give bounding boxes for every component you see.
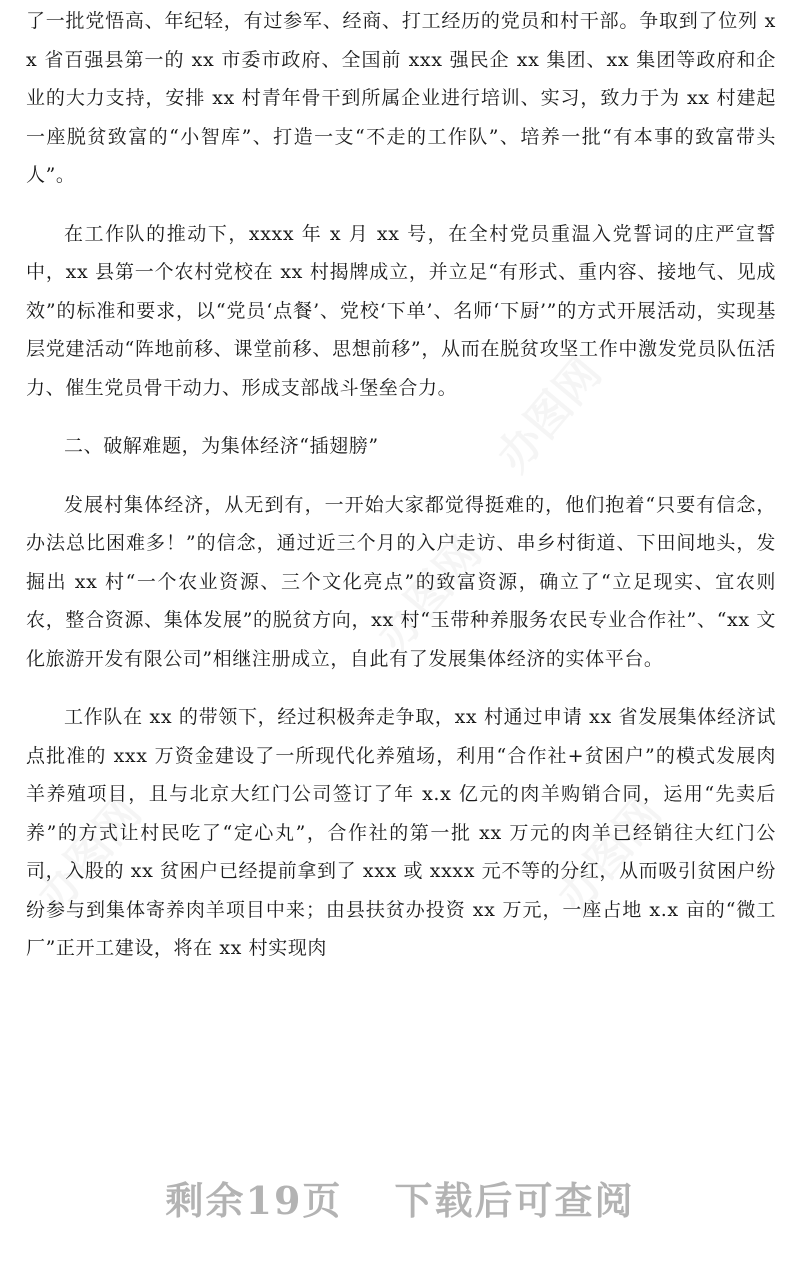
paragraph-4: 工作队在 xx 的带领下，经过积极奔走争取，xx 村通过申请 xx 省发展集体经济试点批准的 xxx 万资金建设了一所现代化养殖场，利用“合作社+贫困户”的模式发展肉羊养殖项目，且与北京大红门公司签订了年 x.x 亿元的肉羊购销合同，运用“先卖后养”的方式让村民吃了“定心丸”，合作社的第一批 xx 万元的肉羊已经销往大红门公司，入股的 xx 贫困户已经提前拿到了 xxx 或 xxxx 元不等的分红，从而吸引贫困户纷纷参与到集体寄养肉羊项目中来；由县扶贫办投资 xx 万元，一座占地 x.x 亩的“微工厂”正开工建设，将在 xx 村实现肉 — [26, 706, 776, 959]
watermark: 办图网 — [547, 787, 672, 922]
watermark: 办图网 — [487, 347, 612, 482]
download-prompt-banner[interactable] — [0, 1170, 800, 1225]
watermark: 办图网 — [367, 527, 492, 662]
paragraph-3: 发展村集体经济，从无到有，一开始大家都觉得挺难的，他们抱着“只要有信念，办法总比困难多！”的信念，通过近三个月的入户走访、串乡村街道、下田间地头，发掘出 xx 村“一个农业资源、三个文化亮点”的致富资源，确立了“立足现实、宜农则农，整合资源、集体发展”的脱贫方向，xx 村“玉带种养服务农民专业合作社”、“xx 文化旅游开发有限公司”相继注册成立，自此有了发展集体经济的实体平台。 — [26, 493, 776, 670]
paragraph-1: 了一批党悟高、年纪轻，有过参军、经商、打工经历的党员和村干部。争取到了位列 xx 省百强县第一的 xx 市委市政府、全国前 xxx 强民企 xx 集团、xx 集团等政府和企业的大力支持，安排 xx 村青年骨干到所属企业进行培训、实习，致力于为 xx 村建起一座脱贫致富的“小智库”、打造一支“不走的工作队”、培养一批“有本事的致富带头人”。 — [26, 10, 776, 186]
document-body — [26, 0, 776, 968]
watermark: 办图网 — [27, 787, 152, 922]
download-to-view-text: 下载后可查阅 — [394, 1178, 635, 1223]
section-heading: 二、破解难题，为集体经济“插翅膀” — [64, 435, 379, 457]
remaining-pages-text: 剩余19页 — [165, 1178, 343, 1223]
paragraph-2: 在工作队的推动下，xxxx 年 x 月 xx 号，在全村党员重温入党誓词的庄严宣誓中，xx 县第一个农村党校在 xx 村揭牌成立，并立足“有形式、重内容、接地气、见成效”的标准和要求，以“党员‘点餐’、党校‘下单’、名师‘下厨’”的方式开展活动，实现基层党建活动“阵地前移、课堂前移、思想前移”，从而在脱贫攻坚工作中激发党员队伍活力、催生党员骨干动力、形成支部战斗堡垒合力。 — [26, 222, 776, 399]
